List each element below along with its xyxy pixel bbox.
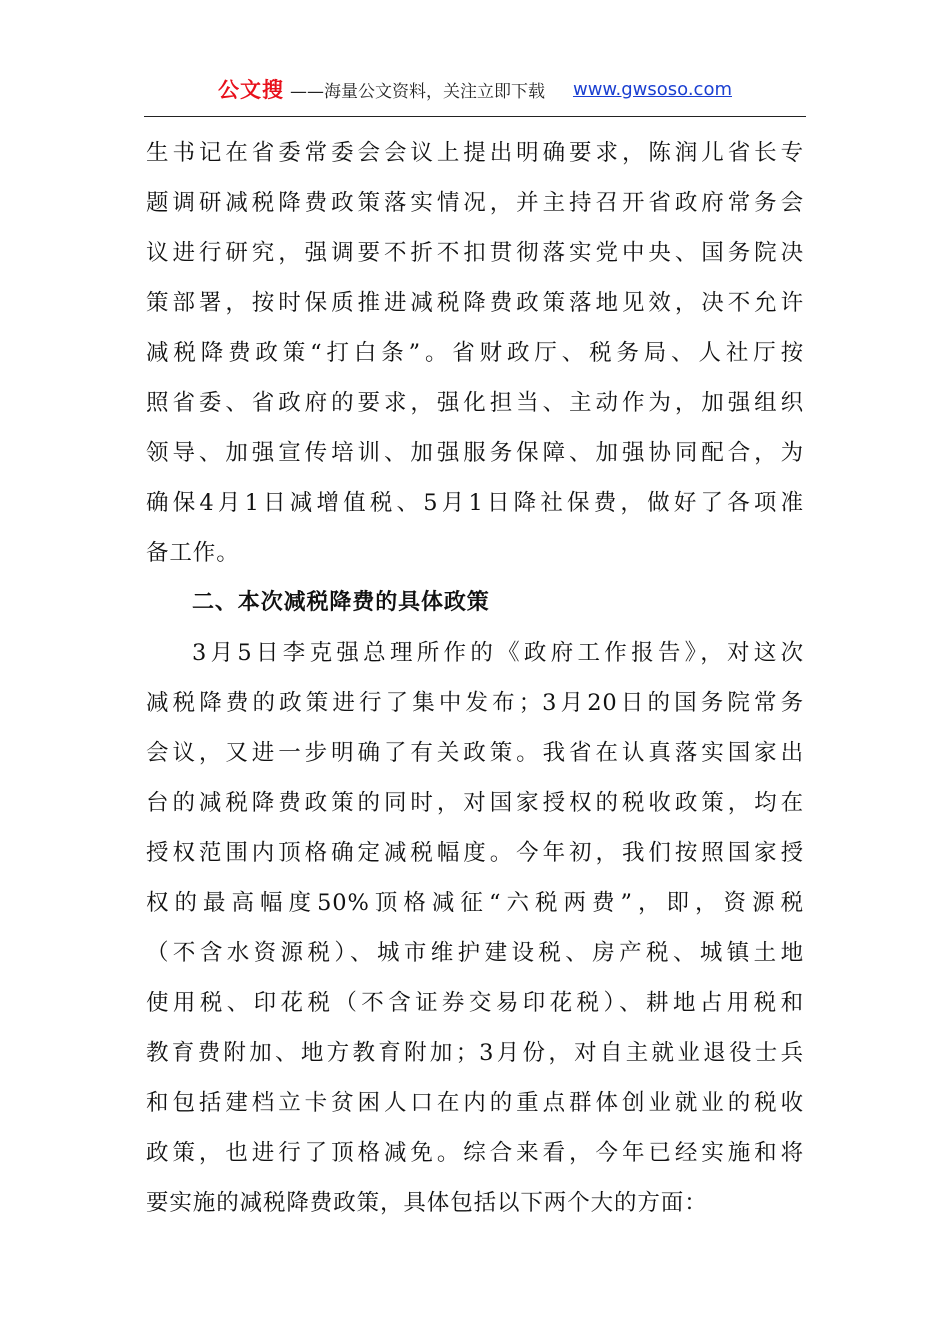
page-header bbox=[144, 72, 806, 106]
text-line: 会议，又进一步明确了有关政策。我省在认真落实国家出 bbox=[146, 740, 804, 766]
paragraph-2 bbox=[146, 628, 804, 1228]
text-line: 领导、加强宣传培训、加强服务保障、加强协同配合，为 bbox=[146, 440, 804, 466]
text-line: 题调研减税降费政策落实情况，并主持召开省政府常务会 bbox=[146, 190, 804, 216]
text-line: 台的减税降费政策的同时，对国家授权的税收政策，均在 bbox=[146, 790, 804, 816]
text-line: 确保4月1日减增值税、5月1日降社保费，做好了各项准 bbox=[146, 490, 804, 516]
text-line: 减税降费政策“打白条”。省财政厅、税务局、人社厅按 bbox=[146, 340, 804, 366]
text-line: 策部署，按时保质推进减税降费政策落地见效，决不允许 bbox=[146, 290, 804, 316]
header-divider bbox=[144, 116, 806, 117]
document-body bbox=[146, 128, 804, 1228]
website-link[interactable]: www.gwsoso.com bbox=[572, 78, 732, 100]
brand-logo-text: 公文搜 bbox=[217, 78, 284, 102]
text-line: 备工作。 bbox=[146, 540, 240, 566]
header-slogan: ——海量公文资料，关注立即下载 bbox=[289, 81, 545, 102]
text-line: 政策，也进行了顶格减免。综合来看，今年已经实施和将 bbox=[146, 1140, 804, 1166]
text-line: 使用税、印花税（不含证券交易印花税）、耕地占用税和 bbox=[146, 990, 804, 1016]
text-line: 和包括建档立卡贫困人口在内的重点群体创业就业的税收 bbox=[146, 1090, 804, 1116]
section-heading: 二、本次减税降费的具体政策 bbox=[192, 590, 490, 615]
text-line: 议进行研究，强调要不折不扣贯彻落实党中央、国务院决 bbox=[146, 240, 804, 266]
text-line: 照省委、省政府的要求，强化担当、主动作为，加强组织 bbox=[146, 390, 804, 416]
text-line: 教育费附加、地方教育附加；3月份，对自主就业退役士兵 bbox=[146, 1040, 804, 1066]
paragraph-1 bbox=[146, 128, 804, 578]
text-line: 3月5日李克强总理所作的《政府工作报告》，对这次 bbox=[192, 640, 804, 666]
text-line: 要实施的减税降费政策，具体包括以下两个大的方面： bbox=[146, 1190, 708, 1216]
text-line: （不含水资源税）、城市维护建设税、房产税、城镇土地 bbox=[146, 940, 804, 966]
text-line: 生书记在省委常委会会议上提出明确要求，陈润儿省长专 bbox=[146, 140, 804, 166]
text-line: 减税降费的政策进行了集中发布；3月20日的国务院常务 bbox=[146, 690, 804, 716]
text-line: 授权范围内顶格确定减税幅度。今年初，我们按照国家授 bbox=[146, 840, 804, 866]
text-line: 权的最高幅度50%顶格减征“六税两费”，即，资源税 bbox=[146, 890, 804, 916]
